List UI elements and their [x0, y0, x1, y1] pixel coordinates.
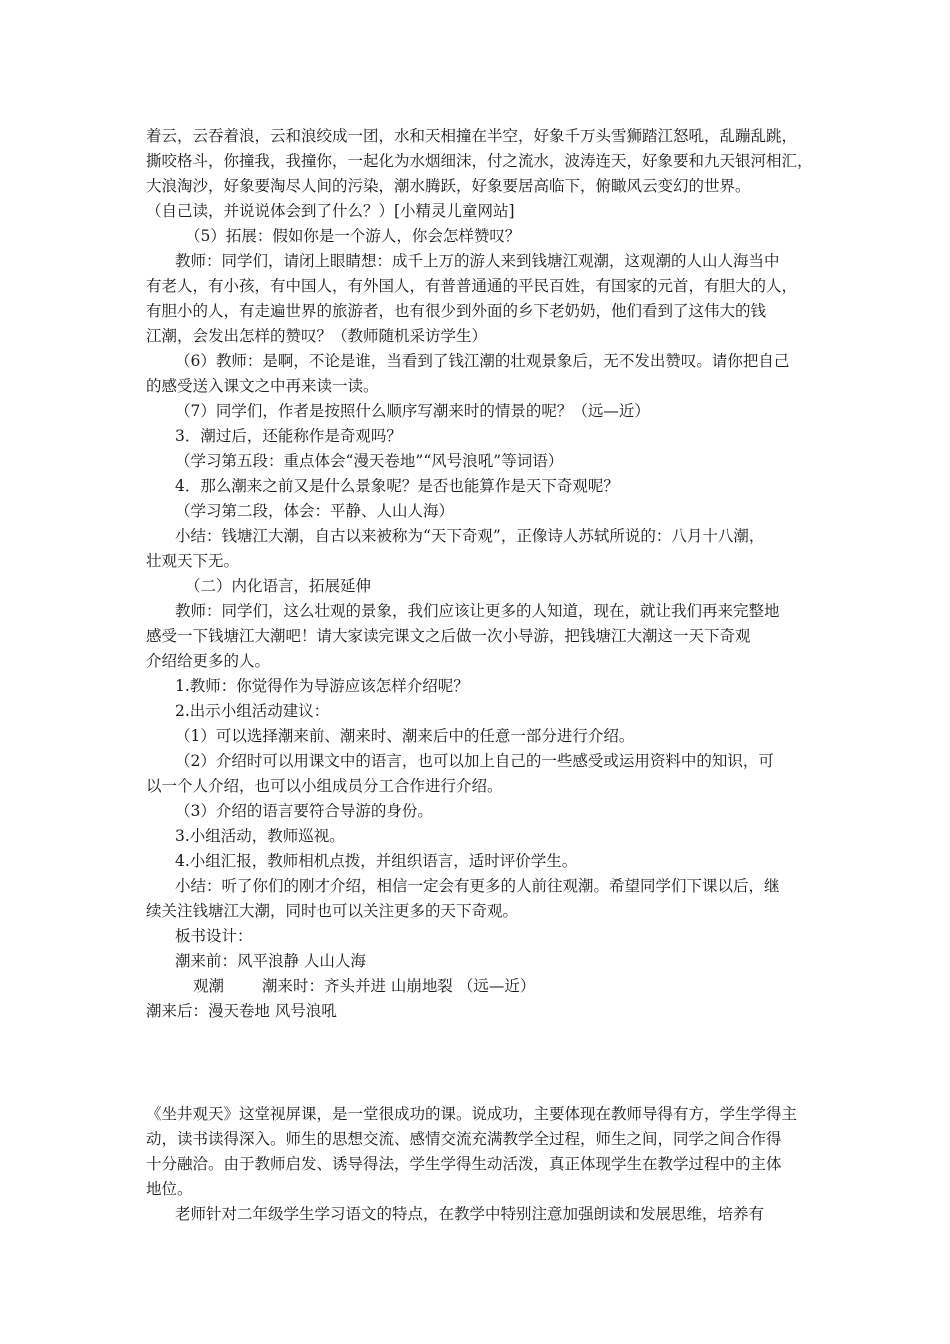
text-line: （学习第五段：重点体会“漫天卷地”“风号浪吼”等词语） [175, 452, 564, 470]
text-line: （1）可以选择潮来前、潮来时、潮来后中的任意一部分进行介绍。 [175, 727, 635, 745]
text-line: 壮观天下无。 [146, 552, 240, 570]
text-line: （二）内化语言，拓展延伸 [185, 577, 372, 595]
board-line: 潮来前：风平浪静 人山人海 [175, 952, 366, 970]
text-line: 小结：听了你们的刚才介绍，相信一定会有更多的人前往观潮。希望同学们下课以后，继 [175, 877, 780, 895]
text-line: （6）教师：是啊，不论是谁，当看到了钱江潮的壮观景象后，无不发出赞叹。请你把自己 [175, 352, 790, 370]
text-line: 江潮，会发出怎样的赞叹？（教师随机采访学生） [146, 327, 488, 345]
text-line: 着云，云吞着浪，云和浪绞成一团，水和天相撞在半空，好象千万头雪狮踏江怒吼，乱蹦乱跳， [146, 127, 798, 145]
text-line: 4．那么潮来之前又是什么景象呢？是否也能算作是天下奇观呢？ [175, 477, 619, 495]
board-line: 潮来时：齐头并进 山崩地裂 （远—近） [262, 977, 536, 995]
text-line: （7）同学们，作者是按照什么顺序写潮来时的情景的呢？（远—近） [175, 402, 650, 420]
text-line: 以一个人介绍，也可以小组成员分工合作进行介绍。 [146, 777, 503, 795]
text-line: 教师：同学们，这么壮观的景象，我们应该让更多的人知道，现在，就让我们再来完整地 [175, 602, 780, 620]
board-design-heading: 板书设计： [175, 927, 253, 945]
text-line: 老师针对二年级学生学习语文的特点，在教学中特别注意加强朗读和发展思维，培养有 [175, 1205, 765, 1223]
text-line: 小结：钱塘江大潮，自古以来被称为“天下奇观”，正像诗人苏轼所说的：八月十八潮， [175, 527, 765, 545]
text-line: 2.出示小组活动建议： [175, 702, 330, 720]
text-line: 地位。 [146, 1180, 193, 1198]
text-line: 有老人，有小孩，有中国人，有外国人，有普普通通的平民百姓，有国家的元首，有胆大的人， [146, 277, 798, 295]
board-title: 观潮 [193, 977, 225, 995]
text-line: 大浪淘沙，好象要淘尽人间的污染，潮水腾跃，好象要居高临下，俯瞰风云变幻的世界。 [146, 177, 751, 195]
text-line: 介绍给更多的人。 [146, 652, 271, 670]
text-line: 撕咬格斗，你撞我，我撞你，一起化为水烟细沫，付之流水，波涛连天，好象要和九天银河相汇， [146, 152, 813, 170]
board-line: 潮来后：漫天卷地 风号浪吼 [146, 1002, 337, 1020]
text-line: （3）介绍的语言要符合导游的身份。 [175, 802, 433, 820]
text-line: 4.小组汇报，教师相机点拨，并组织语言，适时评价学生。 [175, 852, 578, 870]
text-line: 有胆小的人，有走遍世界的旅游者，也有很少到外面的乡下老奶奶，他们看到了这伟大的钱 [146, 302, 767, 320]
text-line: 感受一下钱塘江大潮吧！请大家读完课文之后做一次小导游，把钱塘江大潮这一天下奇观 [146, 627, 751, 645]
text-line: 3．潮过后，还能称作是奇观吗？ [175, 427, 402, 445]
text-line: 3.小组活动，教师巡视。 [175, 827, 345, 845]
text-line: 十分融洽。由于教师启发、诱导得法，学生学得生动活泼，真正体现学生在教学过程中的主体 [146, 1155, 782, 1173]
text-line: （学习第二段，体会：平静、人山人海） [175, 502, 455, 520]
text-line: 的感受送入课文之中再来读一读。 [146, 377, 379, 395]
text-line: （2）介绍时可以用课文中的语言，也可以加上自己的一些感受或运用资料中的知识，可 [175, 752, 774, 770]
text-line: 动，读书读得深入。师生的思想交流、感情交流充满教学全过程，师生之间，同学之间合作得 [146, 1130, 782, 1148]
text-line: 续关注钱塘江大潮，同时也可以关注更多的天下奇观。 [146, 902, 519, 920]
text-line: 《坐井观天》这堂视屏课，是一堂很成功的课。说成功，主要体现在教师导得有方，学生学得主 [146, 1105, 798, 1123]
text-line: （5）拓展：假如你是一个游人，你会怎样赞叹？ [185, 227, 521, 245]
text-line: （自己读，并说说体会到了什么？）[小精灵儿童网站] [146, 202, 515, 220]
text-line: 教师：同学们，请闭上眼睛想：成千上万的游人来到钱塘江观潮，这观潮的人山人海当中 [175, 252, 780, 270]
text-line: 1.教师：你觉得作为导游应该怎样介绍呢？ [175, 677, 469, 695]
